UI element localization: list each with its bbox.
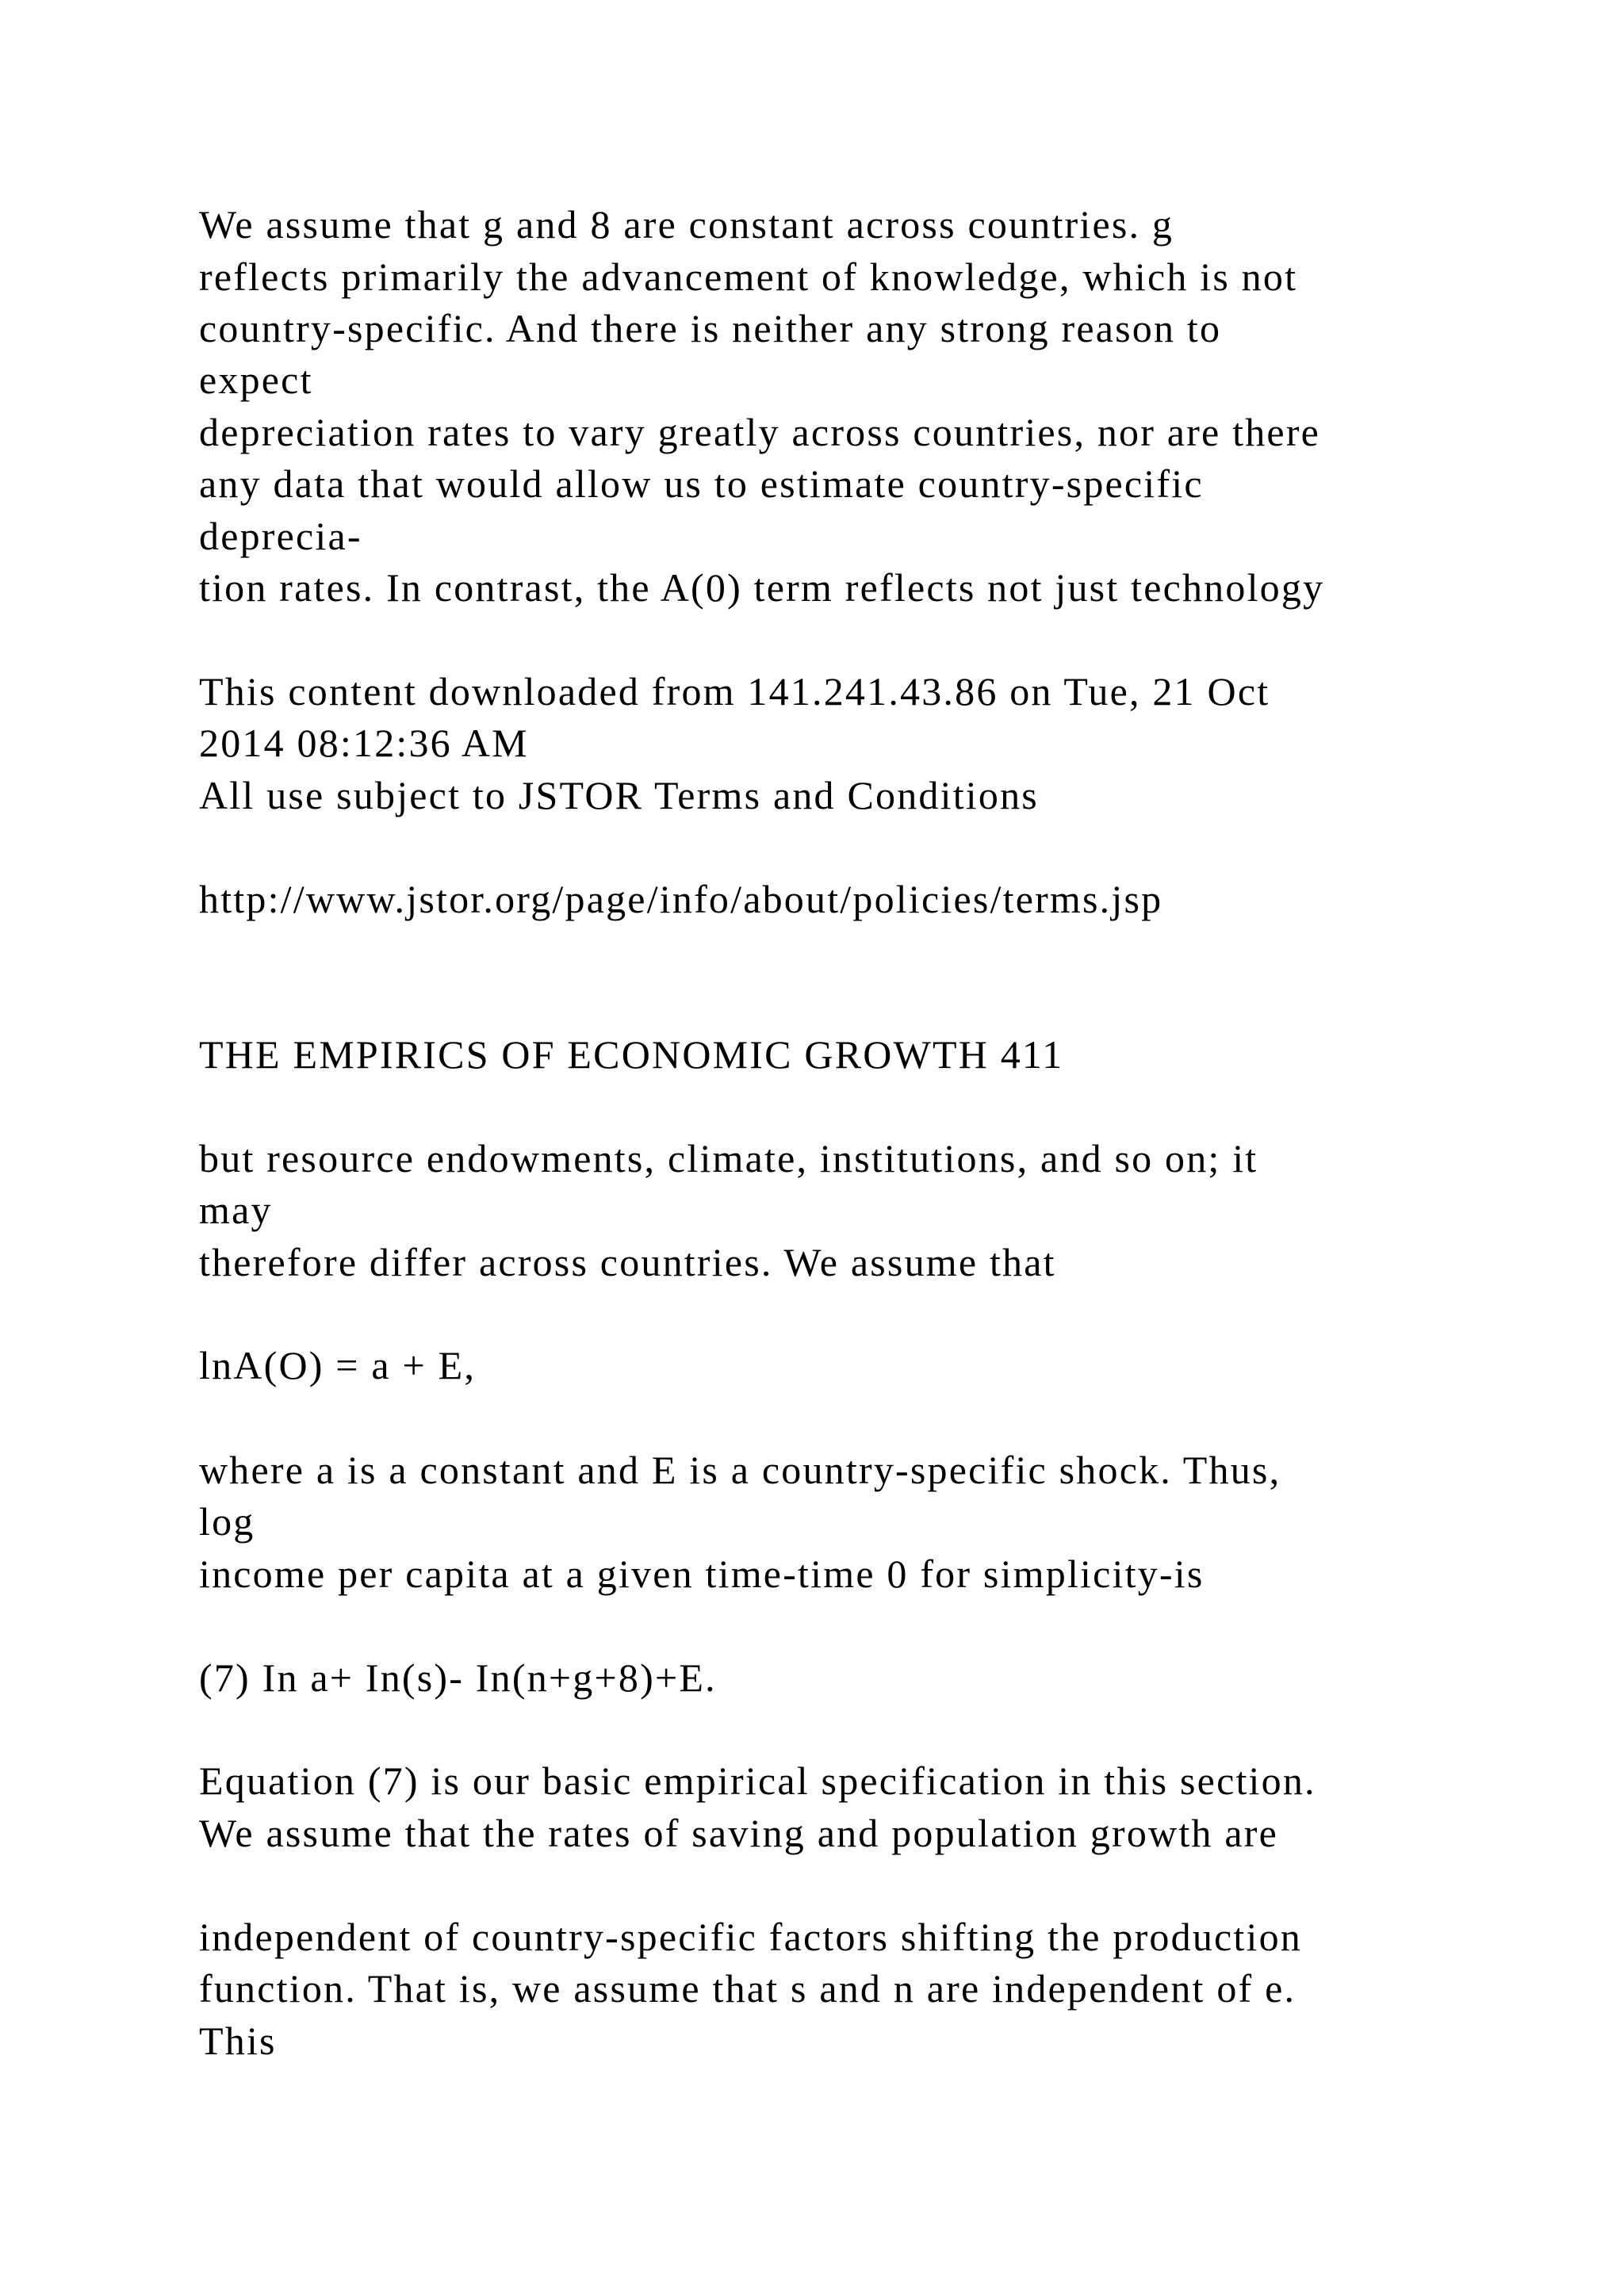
text-line: function. That is, we assume that s and n are independent of e. [199, 1966, 1297, 2011]
text-line: income per capita at a given time-time 0 for simplicity-is [199, 1552, 1205, 1596]
text-line: reflects primarily the advancement of knowledge, which is not [199, 254, 1298, 299]
text-line: expect [199, 358, 313, 402]
terms-notice: All use subject to JSTOR Terms and Conditions [199, 773, 1039, 817]
text-line: tion rates. In contrast, the A(0) term reflects not just technology [199, 565, 1325, 610]
text-line: Equation (7) is our basic empirical specification in this section. [199, 1758, 1316, 1803]
text-line: may [199, 1188, 273, 1232]
running-header: THE EMPIRICS OF ECONOMIC GROWTH 411 [199, 1032, 1064, 1077]
text-line: country-specific. And there is neither any strong reason to [199, 306, 1222, 350]
text-line: independent of country-specific factors shifting the production [199, 1915, 1302, 1959]
equation-line: lnA(O) = a + E, [199, 1343, 477, 1387]
text-line: where a is a constant and E is a country-specific shock. Thus, [199, 1448, 1281, 1492]
text-line: depreciation rates to vary greatly across countries, nor are there [199, 410, 1321, 454]
download-timestamp: 2014 08:12:36 AM [199, 721, 529, 765]
text-line: but resource endowments, climate, institutions, and so on; it [199, 1136, 1258, 1181]
text-line: therefore differ across countries. We assume that [199, 1240, 1056, 1284]
terms-url: http://www.jstor.org/page/info/about/policies/terms.jsp [199, 877, 1163, 921]
text-line: deprecia- [199, 514, 362, 558]
text-line: We assume that g and 8 are constant across countries. g [199, 202, 1174, 247]
download-notice: This content downloaded from 141.241.43.86 on Tue, 21 Oct [199, 669, 1270, 714]
text-line: This [199, 2019, 277, 2063]
equation-7: (7) In a+ In(s)- In(n+g+8)+E. [199, 1655, 717, 1700]
text-line: log [199, 1499, 255, 1544]
text-line: any data that would allow us to estimate country-specific [199, 461, 1204, 506]
text-line: We assume that the rates of saving and population growth are [199, 1811, 1278, 1855]
